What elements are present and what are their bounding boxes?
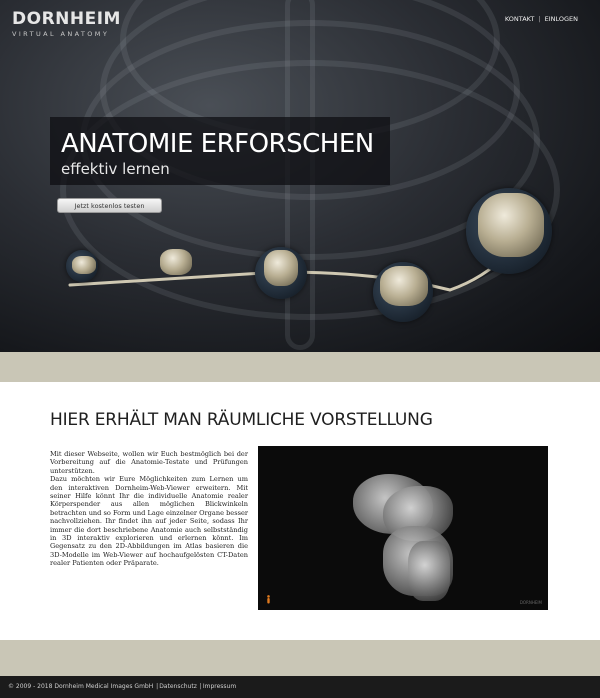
logo-wordmark: DORNHEIM bbox=[12, 9, 121, 29]
skull-model-icon bbox=[72, 256, 96, 274]
intro-paragraph: Dazu möchten wir Eure Möglichkeiten zum Lernen um den interaktiven Dornheim-Web-Viewer erweitern. Mit seiner Hilfe könnt Ihr die individuelle Anatomie realer Körperspender aus allen möglichen Blickwinkeln betrachten und so Form und Lage einzelner Organe besser nachvollziehen. Ihr findet ihn auf jeder Seite, sodass Ihr immer die dort beschriebene Anatomie auch selbstständig in 3D interaktiv explorieren und erlernen könnt. Im Gegensatz zu den 2D-Abbildungen im Atlas basieren die 3D-Modelle im Web-Viewer auf hochaufgelösten CT-Daten realer Patienten oder Präparate. bbox=[50, 475, 249, 568]
viewer-watermark: DORNHEIM bbox=[519, 600, 542, 605]
nav-link-kontakt[interactable]: KONTAKT bbox=[504, 15, 535, 23]
divider-stripe bbox=[0, 352, 600, 382]
nav-link-einlogen[interactable]: EINLOGEN bbox=[544, 15, 578, 23]
web-viewer-preview[interactable] bbox=[258, 446, 548, 610]
free-trial-button[interactable]: Jetzt kostenlos testen bbox=[57, 198, 162, 213]
footer-link-datenschutz[interactable]: Datenschutz bbox=[159, 683, 197, 690]
logo-tagline: VIRTUAL ANATOMY bbox=[12, 30, 110, 38]
pelvis-model-icon bbox=[160, 249, 192, 275]
heart-model-icon bbox=[380, 266, 428, 306]
divider-stripe bbox=[0, 640, 600, 676]
section-title: HIER ERHÄLT MAN RÄUMLICHE VORSTELLUNG bbox=[50, 410, 433, 430]
ct-neck-render bbox=[408, 541, 450, 601]
intro-text bbox=[50, 450, 248, 568]
hero-title: ANATOMIE ERFORSCHEN bbox=[61, 129, 374, 159]
human-figure-icon bbox=[265, 595, 272, 604]
shoulder-model-icon bbox=[264, 250, 298, 286]
footer-line bbox=[8, 683, 236, 690]
kidney-model-icon bbox=[478, 193, 544, 257]
hero-subtitle: effektiv lernen bbox=[61, 160, 170, 178]
footer-separator: | bbox=[199, 683, 202, 690]
footer-separator: | bbox=[156, 683, 159, 690]
footer bbox=[0, 676, 600, 698]
footer-link-impressum[interactable]: Impressum bbox=[202, 683, 237, 690]
nav-separator: | bbox=[538, 15, 541, 23]
intro-paragraph: Mit dieser Webseite, wollen wir Euch bestmöglich bei der Vorbereitung auf die Anatomie-Testate und Prüfungen unterstützen. bbox=[50, 450, 248, 475]
footer-copyright: © 2009 - 2018 Dornheim Medical Images GmbH bbox=[8, 683, 154, 690]
